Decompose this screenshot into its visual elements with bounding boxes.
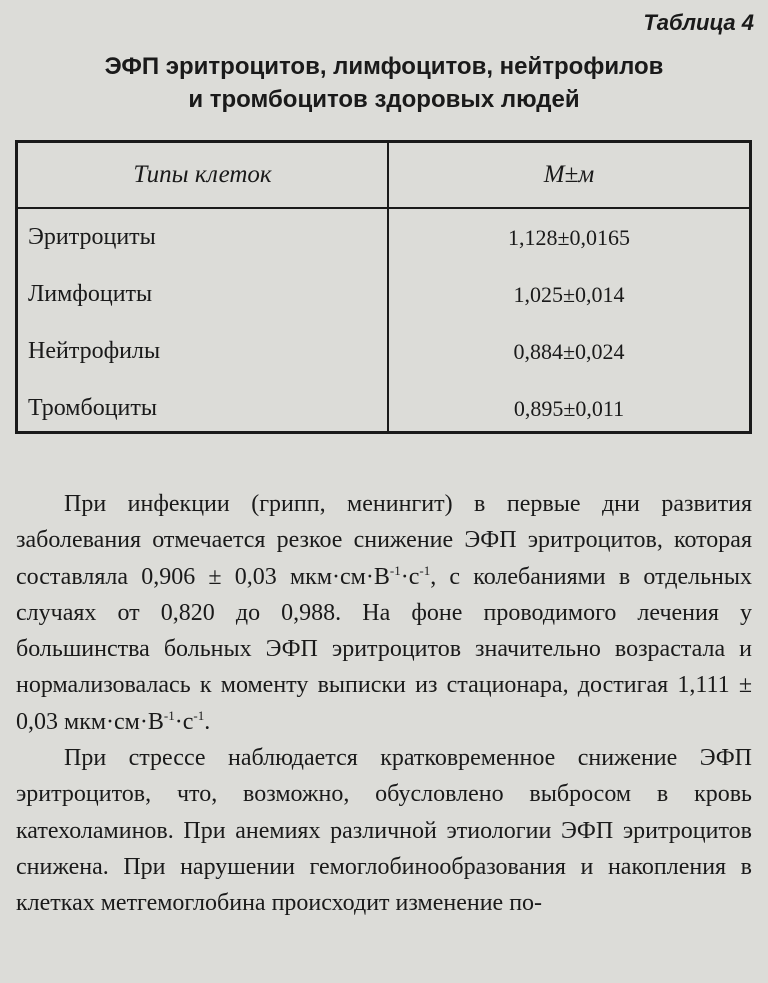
cell-cell-type: Тромбоциты: [28, 395, 157, 421]
superscript: -1: [163, 707, 175, 723]
data-table: [15, 140, 752, 434]
cell-cell-type: Эритроциты: [28, 224, 156, 250]
paragraph-1: [16, 486, 752, 740]
cell-value: 1,025±0,014: [513, 282, 625, 307]
cell-value: 0,895±0,011: [513, 396, 625, 421]
table-title-line-2: и тромбоцитов здоровых людей: [188, 86, 580, 113]
body-text: [16, 486, 752, 922]
table-title: [0, 50, 768, 116]
cell-cell-type: Нейтрофилы: [28, 338, 161, 364]
paragraph-1-text: При инфекции (грипп, менингит) в первые дни развития заболевания отмечается резкое снижение ЭФП эритроцитов, которая составляла 0,906 ± 0,03 мкм·см·В: [16, 491, 752, 590]
table-title-line-1: ЭФП эритроцитов, лимфоцитов, нейтрофилов: [104, 53, 664, 80]
paragraph-1-text: .: [204, 708, 211, 735]
table-number: Таблица 4: [643, 10, 754, 35]
table-row: [18, 209, 749, 266]
table-row: [18, 266, 749, 323]
paragraph-2: При стрессе наблюдается кратковременное снижение ЭФП эритроцитов, что, возможно, обусловлено выбросом в кровь катехоламинов. При анемиях различной этиологии ЭФП эритроцитов снижена. При нарушении гемоглобинообразования и накопления в клетках метгемоглобина происходит изменение по-: [16, 745, 752, 917]
header-cell-type: Типы клеток: [133, 161, 272, 188]
table-header: [18, 143, 749, 209]
paragraph-1-text: ·с: [174, 708, 194, 735]
cell-value: 0,884±0,024: [513, 339, 625, 364]
superscript: -1: [389, 562, 401, 578]
paragraph-1-text: ·с: [400, 563, 420, 590]
superscript: -1: [193, 707, 205, 723]
cell-cell-type: Лимфоциты: [28, 281, 153, 307]
table-row: [18, 323, 749, 380]
table-row: [18, 380, 749, 437]
header-cell-value: М±м: [543, 161, 595, 188]
paragraph-1-text: , с колебаниями в отдельных случаях от 0,820 до 0,988. На фоне проводимого лечения у большинства больных ЭФП эритроцитов значительно возрастала и нормализовалась к моменту выписки из стационара, достигая 1,111 ± 0,03 мкм·см·В: [16, 563, 752, 735]
cell-value: 1,128±0,0165: [507, 225, 631, 250]
superscript: -1: [419, 562, 431, 578]
